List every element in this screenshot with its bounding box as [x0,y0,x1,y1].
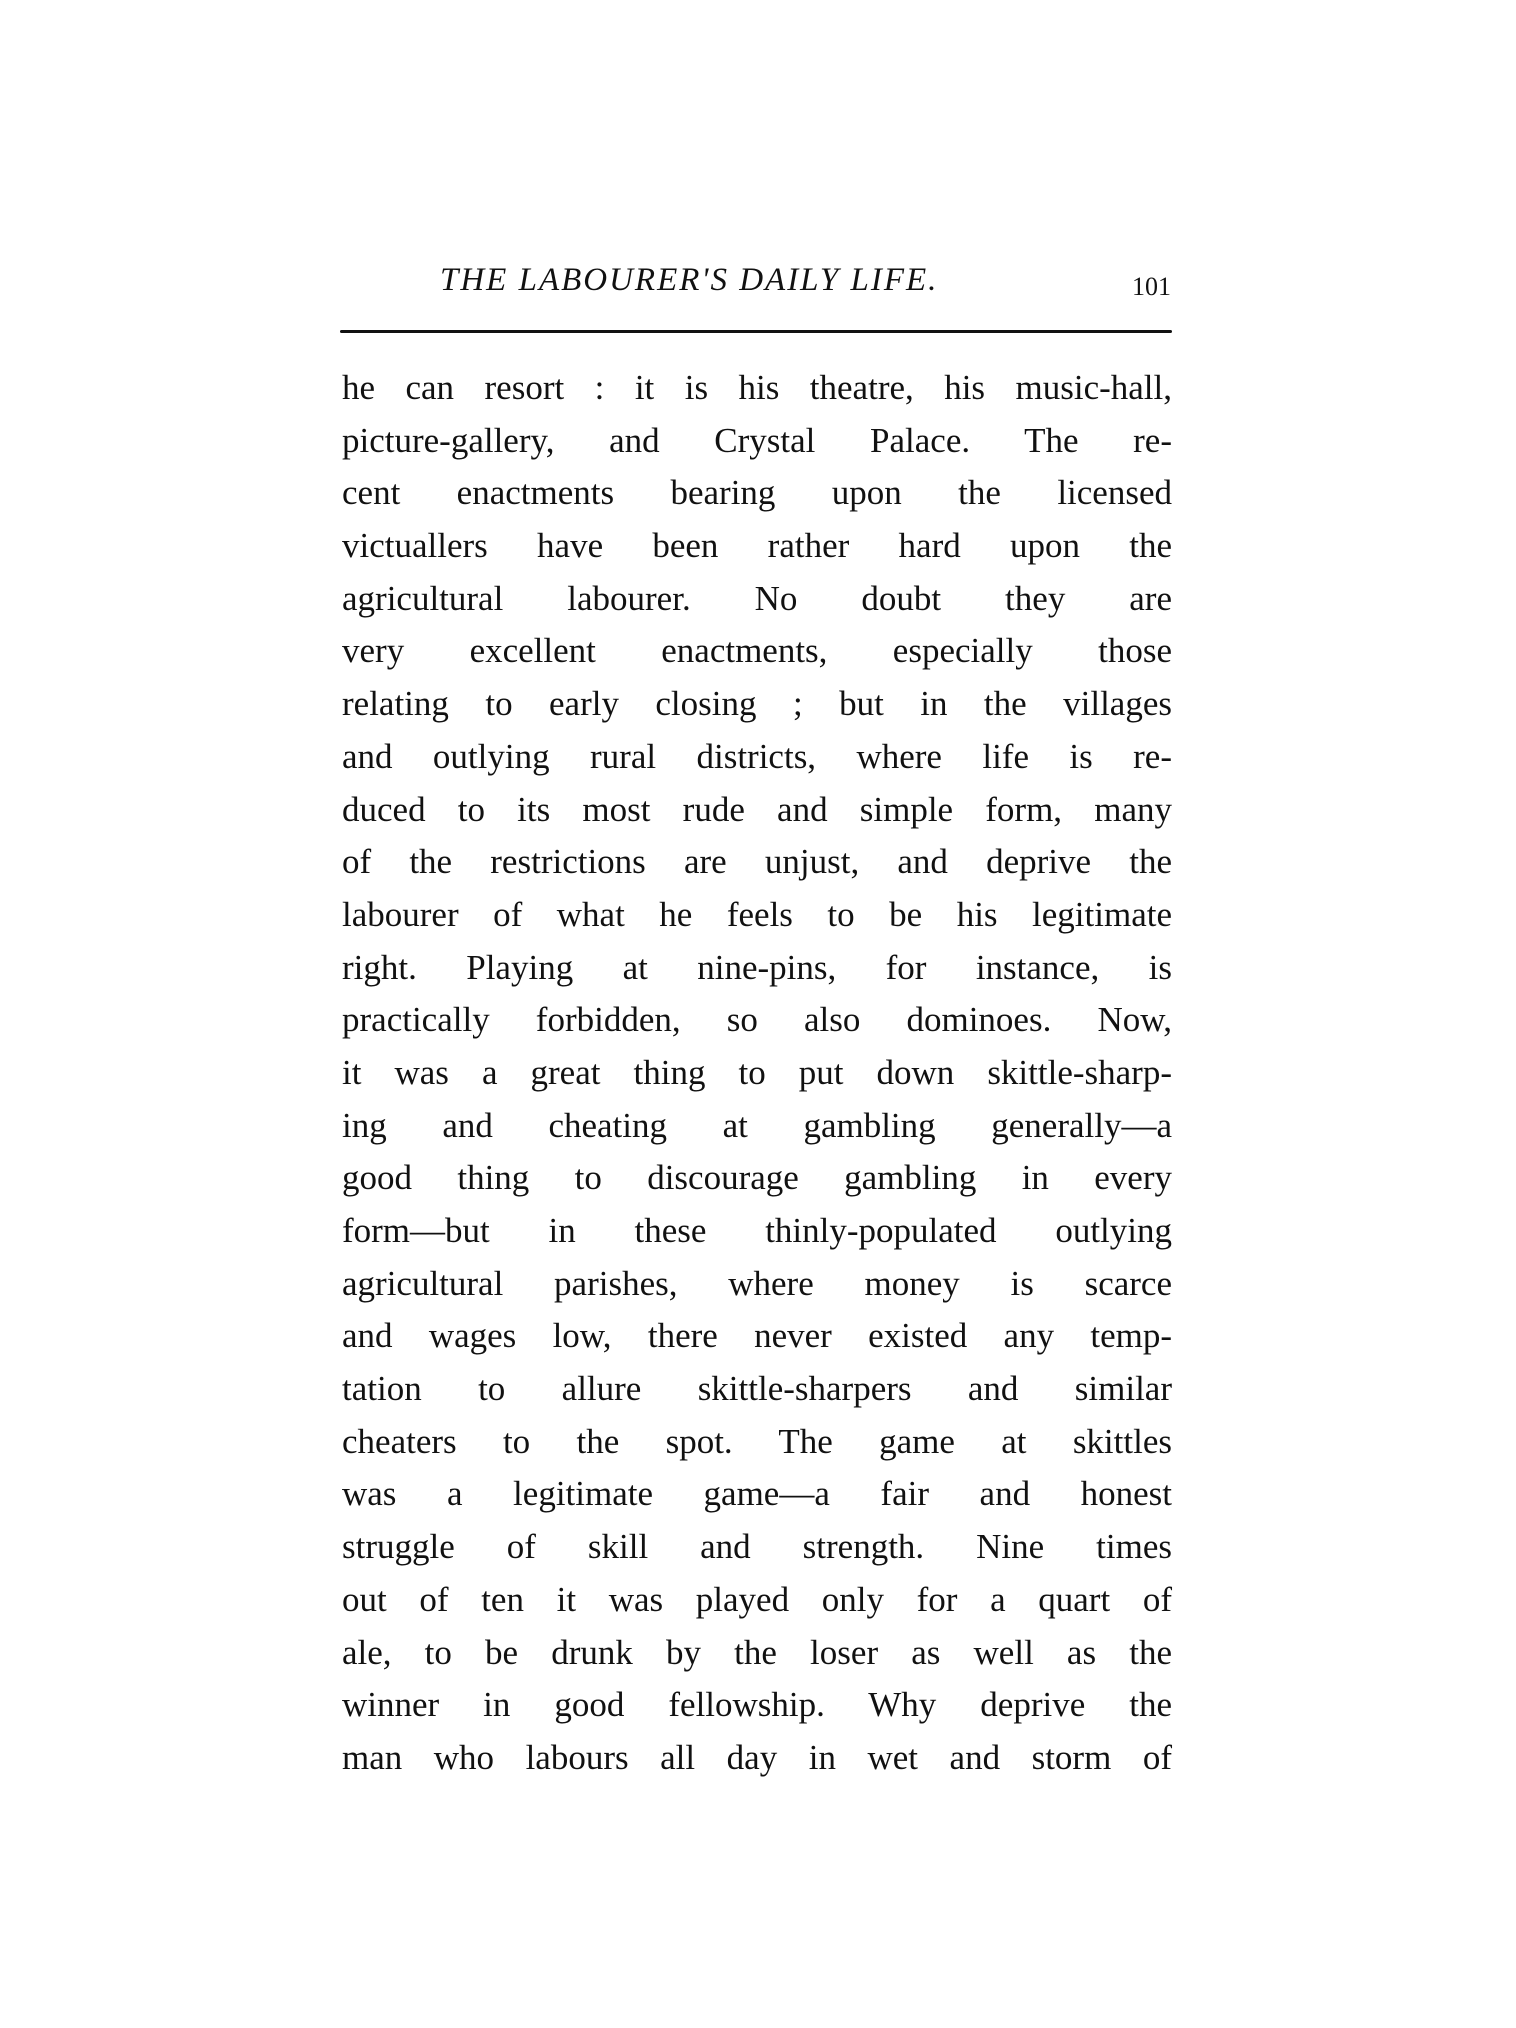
text-line: ing and cheating at gambling generally—a [342,1105,1172,1145]
text-line: man who labours all day in wet and storm of [342,1737,1172,1777]
text-line: duced to its most rude and simple form, many [342,789,1172,829]
text-line: agricultural parishes, where money is scarce [342,1263,1172,1303]
text-line: was a legitimate game—a fair and honest [342,1474,1172,1514]
text-line: struggle of skill and strength. Nine times [342,1527,1172,1567]
text-line: it was a great thing to put down skittle-sharp- [342,1052,1172,1092]
text-line: ale, to be drunk by the loser as well as the [342,1632,1172,1672]
text-line: agricultural labourer. No doubt they are [342,578,1172,618]
text-line: and outlying rural districts, where life is re- [342,736,1172,776]
text-line: practically forbidden, so also dominoes. Now, [342,1000,1172,1040]
text-line: he can resort : it is his theatre, his music-hall, [342,368,1172,407]
text-line: cheaters to the spot. The game at skittles [342,1421,1172,1461]
body-text [342,362,1172,1785]
text-line: relating to early closing ; but in the villages [342,684,1172,724]
text-line: form—but in these thinly-populated outlying [342,1211,1172,1250]
text-line: right. Playing at nine-pins, for instance, is [342,947,1172,987]
text-line: very excellent enactments, especially those [342,631,1172,671]
text-line: and wages low, there never existed any temp- [342,1316,1172,1356]
text-line: picture-gallery, and Crystal Palace. The re- [342,420,1172,460]
text-line: out of ten it was played only for a quart of [342,1579,1172,1619]
text-line: winner in good fellowship. Why deprive the [342,1685,1172,1725]
running-title: THE LABOURER'S DAILY LIFE. [440,262,939,298]
text-line: tation to allure skittle-sharpers and similar [342,1369,1172,1409]
text-line: good thing to discourage gambling in every [342,1158,1172,1198]
page-number: 101 [1132,272,1171,301]
text-line: cent enactments bearing upon the licensed [342,473,1172,513]
text-line: of the restrictions are unjust, and deprive the [342,842,1172,882]
text-line: labourer of what he feels to be his legitimate [342,894,1172,934]
header-rule [340,330,1172,333]
text-line: victuallers have been rather hard upon the [342,526,1172,566]
